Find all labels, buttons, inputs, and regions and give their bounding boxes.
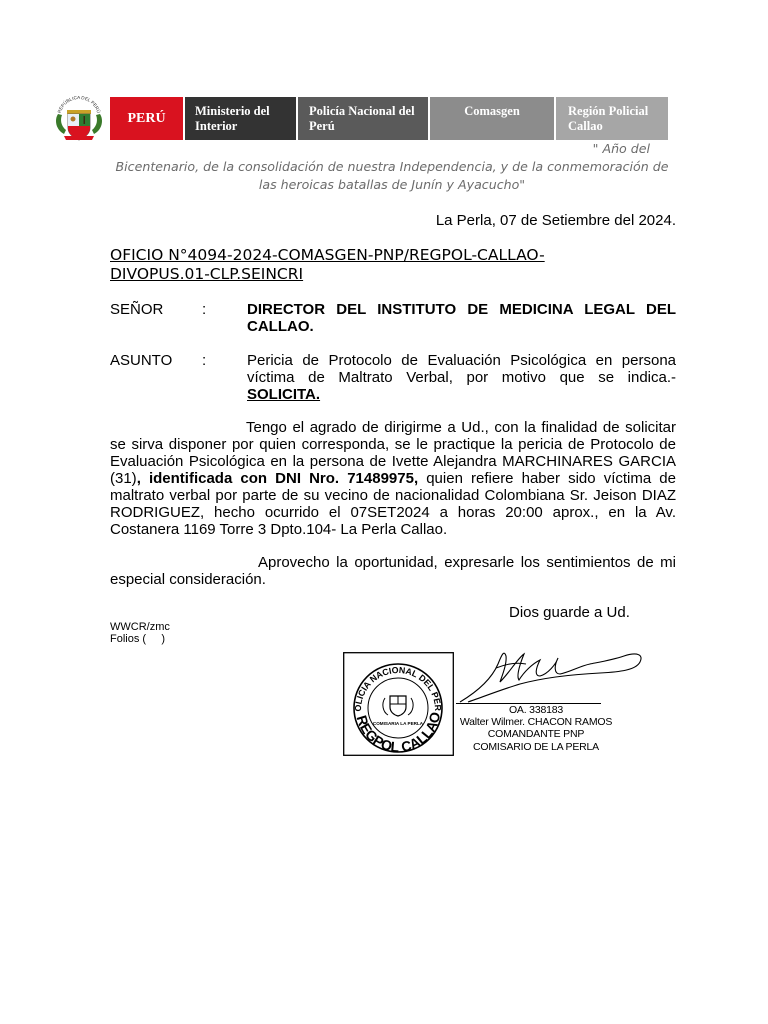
subject-text: Pericia de Protocolo de Evaluación Psicológica en persona víctima de Maltrato Verbal, por motivo que se indica.- [247,352,676,386]
subject-label: ASUNTO [110,352,173,369]
signatory-rank: COMANDANTE PNP [487,728,585,741]
svg-text:POLICIA NACIONAL DEL PERU: OLICIA NACIONAL DEL PER [352,664,444,712]
subject-colon: : [202,352,207,369]
closing-salutation: Dios guarde a Ud. [509,604,630,621]
body-paragraph-2: Aprovecho la oportunidad, expresarle los sentimientos de mi especial consideración. [110,554,676,588]
body-paragraph-1-text-c: quien refiere haber sido víctima de maltrato verbal por parte de su vecino de nacionalidad Colombiana Sr. Jeison DIAZ RODRIGUEZ, hecho ocurrido el 07SET2024 a horas 20:00 aprox., en la Av. Costanera 1169 Torre 3 Dpto.104- La Perla Callao. [110,470,676,538]
oficio-number-line2: DIVOPUS.01-CLP.SEINCRI [110,265,304,283]
year-motto-line2: Bicentenario, de la consolidación de nuestra Independencia, y de la conmemoración de las heroicas batallas de Junín y Ayacucho" [115,159,669,192]
signatory-post: COMISARIO DE LA PERLA [473,740,599,753]
peru-coat-of-arms-logo [52,96,106,144]
handwritten-signature [440,642,645,704]
header-peru-label: PERÚ [110,97,183,140]
body-paragraph-1-text-a: Tengo el agrado de dirigirme a Ud., con la finalidad de solicitar se sirva disponer por quien corresponda, se le practique la pericia de Protocolo de Evaluación Psicológica en la persona de Ivette Alejandra MARCHINARES GARCIA (31) [110,419,676,487]
police-seal-stamp [343,652,454,756]
signatory-name: Walter Wilmer. CHACON RAMOS [459,716,613,729]
recipient-value: DIRECTOR DEL INSTITUTO DE MEDICINA LEGAL DEL CALLAO. [247,301,676,335]
recipient-label: SEÑOR [110,301,164,318]
header-ministerio-label: Ministerio del Interior [185,97,296,140]
year-motto [108,140,676,194]
document-date: La Perla, 07 de Setiembre del 2024. [435,212,676,229]
signatory-cip: OA. 338183 [508,704,564,716]
svg-text:REGPOL CALLAO: REGPOL CALLAO [353,710,444,756]
header-region-label: Región Policial Callao [556,97,668,140]
signatory-block [452,704,620,753]
svg-text:COMISARIA LA PERLA: COMISARIA LA PERLA [372,721,424,726]
year-motto-line1: " Año del [592,141,650,156]
oficio-number [110,246,650,284]
reference-initials: WWCR/zmc [110,621,170,633]
body-paragraph-1-dni: , identificada con DNI Nro. 71489975, [136,470,419,487]
svg-text:REPÚBLICA DEL PERÚ: REPÚBLICA DEL PERÚ [56,96,102,114]
oficio-number-line1: OFICIO N°4094-2024-COMASGEN-PNP/REGPOL-CALLAO- [110,246,545,264]
reference-folios: Folios ( ) [110,633,166,645]
recipient-colon: : [202,301,207,318]
subject-value [247,352,676,403]
header-comasgen-label: Comasgen [430,97,554,140]
body-paragraph-1 [110,419,676,538]
header-policia-label: Policía Nacional del Perú [298,97,428,140]
subject-emphasis: SOLICITA. [247,386,321,403]
